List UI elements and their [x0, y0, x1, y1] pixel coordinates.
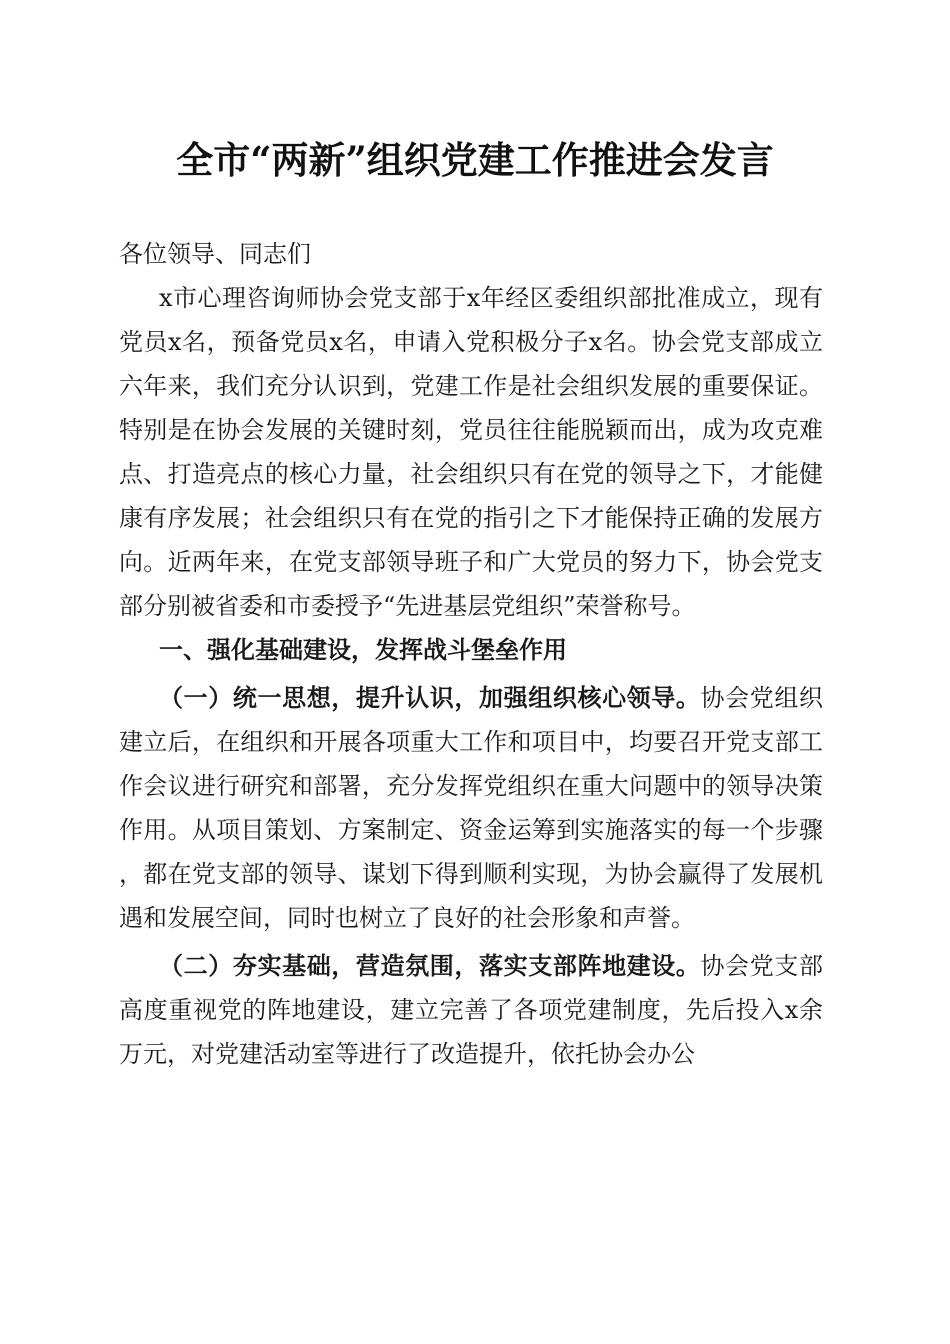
- intro-paragraph: x市心理咨询师协会党支部于x年经区委组织部批准成立，现有党员x名，预备党员x名，申请入党积极分子x名。协会党支部成立六年来，我们充分认识到，党建工作是社会组织发展的重要保证。特别是在协会发展的关键时刻，党员往往能脱颖而出，成为攻克难点、打造亮点的核心力量，社会组织只有在党的领导之下，才能健康有序发展；社会组织只有在党的指引之下才能保持正确的发展方向。近两年来，在党支部领导班子和广大党员的努力下，协会党支部分别被省委和市委授予“先进基层党组织”荣誉称号。: [119, 284, 823, 620]
- greeting: 各位领导、同志们: [119, 240, 311, 268]
- section-1-item-2-text: 协会党支部高度重视党的阵地建设，建立完善了各项党建制度，先后投入x余万元，对党建活动室等进行了改造提升，依托协会办公: [119, 952, 824, 1068]
- section-1-item-1-text: 协会党组织建立后，在组织和开展各项重大工作和项目中，均要召开党支部工作会议进行研究和部署，充分发挥党组织在重大问题中的领导决策作用。从项目策划、方案制定、资金运筹到实施落实的每一个步骤，都在党支部的领导、谋划下得到顺利实现，为协会赢得了发展机遇和发展空间，同时也树立了良好的社会形象和声誉。: [119, 684, 824, 932]
- section-heading-1: 一、强化基础建设，发挥战斗堡垒作用: [159, 636, 567, 664]
- section-1-item-1-lead: （一）统一思想，提升认识，加强组织核心领导。: [159, 683, 701, 712]
- section-1-item-2: [119, 944, 823, 1076]
- document-title: 全市“两新”组织党建工作推进会发言: [176, 138, 774, 182]
- document-body: [119, 232, 823, 1076]
- section-1-item-1: [119, 676, 823, 940]
- section-1-item-2-lead: （二）夯实基础，营造氛围，落实支部阵地建设。: [159, 951, 701, 980]
